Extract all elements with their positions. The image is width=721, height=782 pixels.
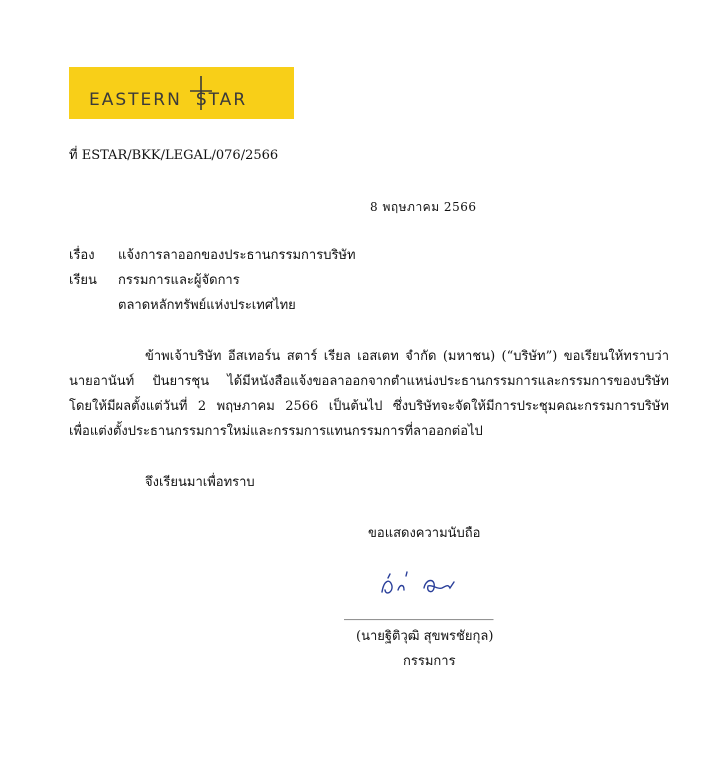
regards-line: ขอแสดงความนับถือ xyxy=(368,526,481,541)
recipient-line-2: ตลาดหลักทรัพย์แห่งประเทศไทย xyxy=(118,298,296,313)
handwritten-signature xyxy=(376,570,466,604)
reference-number: ที่ ESTAR/BKK/LEGAL/076/2566 xyxy=(69,148,279,163)
closing-line: จึงเรียนมาเพื่อทราบ xyxy=(145,475,255,490)
logo-wordmark xyxy=(89,90,247,110)
recipient-line-1: กรรมการและผู้จัดการ xyxy=(118,273,240,288)
eastern-star-logo xyxy=(69,67,294,119)
logo-word-eastern: EASTERN xyxy=(89,90,182,110)
subject-text: แจ้งการลาออกของประธานกรรมการบริษัท xyxy=(118,248,356,263)
subject-label: เรื่อง xyxy=(69,248,95,263)
star-cross-icon xyxy=(186,74,216,112)
body-paragraph-line: ข้าพเจ้าบริษัท อีสเทอร์น สตาร์ เรียล เอสเตท จำกัด (มหาชน) (“บริษัท”) ขอเรียนให้ทราบว่า xyxy=(145,349,669,364)
letter-date: 8 พฤษภาคม 2566 xyxy=(370,200,477,214)
logo-word-star: STAR xyxy=(195,90,248,110)
signatory-title: กรรมการ xyxy=(403,654,456,669)
body-paragraph-line: โดยให้มีผลตั้งแต่วันที่ 2 พฤษภาคม 2566 เป็นต้นไป ซึ่งบริษัทจะจัดให้มีการประชุมคณะกรรมการบริษัท xyxy=(69,399,669,414)
body-paragraph-line: เพื่อแต่งตั้งประธานกรรมการใหม่และกรรมการแทนกรรมการที่ลาออกต่อไป xyxy=(69,424,483,439)
body-paragraph-line: นายอานันท์ ปันยารชุน ได้มีหนังสือแจ้งขอลาออกจากตำแหน่งประธานกรรมการและกรรมการของบริษัท xyxy=(69,374,669,389)
signatory-name: (นายฐิติวุฒิ สุขพรชัยกุล) xyxy=(356,629,494,644)
recipient-label: เรียน xyxy=(69,273,97,288)
signature-line: _______________________ xyxy=(344,606,494,621)
